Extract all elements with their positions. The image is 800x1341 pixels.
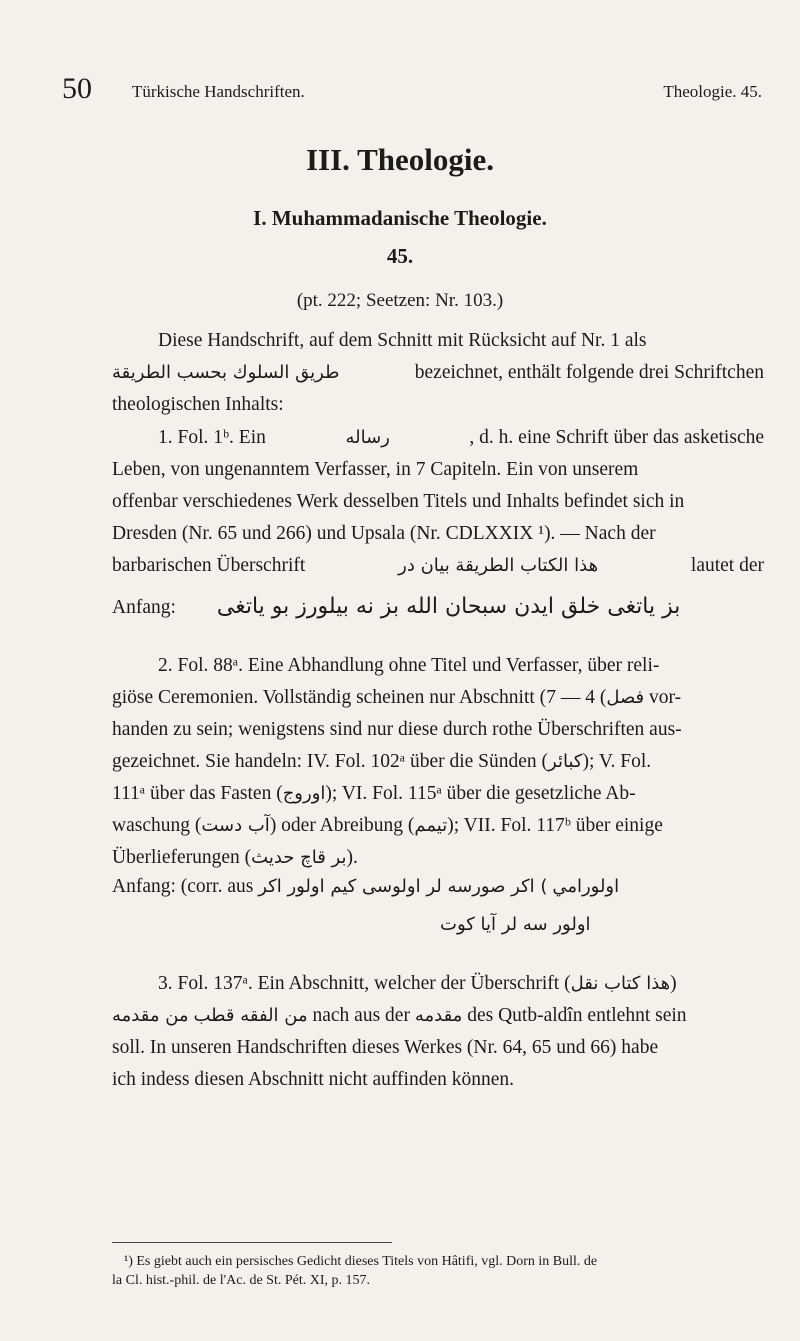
text-line: Diese Handschrift, auf dem Schnitt mit Rücksicht auf Nr. 1 als [158,330,647,351]
text-line: Dresden (Nr. 65 und 266) und Upsala (Nr. CDLXXIX ¹). — Nach der [112,523,656,544]
text-line: barbarischen Überschrift هذا الكتاب الطريقة بيان در lautet der [112,555,764,576]
text-line: ich indess diesen Abschnitt nicht auffinden können. [112,1069,515,1090]
arabic-incipit: بز ياتغى خلق ايدن سبحان الله بز نه بيلورز بو ياتغى [216,594,681,619]
text-line: handen zu sein; wenigstens sind nur diese durch rothe Überschriften aus- [112,719,682,740]
text-line: waschung (آب دست) oder Abreibung (تيمم); VII. Fol. 117ᵇ über einige [112,815,663,836]
text-line: 111ᵃ über das Fasten (اوروج); VI. Fol. 115ᵃ über die gesetzliche Ab- [112,783,636,804]
item-2-incipit-cont: اولور سه لر آيا كوت [440,914,591,935]
text-line: 2. Fol. 88ᵃ. Eine Abhandlung ohne Titel und Verfasser, über reli- [158,655,660,676]
arabic-title: طريق السلوك بحسب الطريقة [112,362,340,383]
text-line: طريق السلوك بحسب الطريقة bezeichnet, enthält folgende drei Schriftchen [112,357,764,389]
part-heading: III. Theologie. [305,142,495,177]
intro-paragraph [112,325,764,421]
text-line: Überlieferungen (بر قاچ حديث). [112,847,358,868]
item-1-incipit: Anfang: بز ياتغى خلق ايدن سبحان الله بز نه بيلورز بو ياتغى [112,594,681,619]
entry-number: 45. [386,244,414,268]
footnote-line: ¹) Es giebt auch ein persisches Gedicht dieses Titels von Hâtifi, vgl. Dorn in Bull. de [124,1254,598,1269]
footnote-rule [112,1242,392,1243]
running-head-right: Theologie. 45. [663,82,762,101]
item-2 [112,650,764,874]
entry-source: (pt. 222; Seetzen: Nr. 103.) [296,290,504,311]
section-heading: I. Muhammadanische Theologie. [253,206,547,230]
text-line: giöse Ceremonien. Vollständig scheinen nur Abschnitt ( فصل) 4 — 7 vor- [112,687,682,708]
running-head-left: Türkische Handschriften. [132,82,305,101]
item-2-incipit: Anfang: (corr. aus اولورامي ) اكر صورسه لر اولوسی کیم اولور اکر [112,876,620,897]
page-number: 50 [62,72,92,105]
text-line: 3. Fol. 137ᵃ. Ein Abschnitt, welcher der Überschrift (هذا كتاب نقل) [158,973,677,994]
text-line: soll. In unseren Handschriften dieses Werkes (Nr. 64, 65 und 66) habe [112,1037,659,1058]
item-1 [112,422,764,582]
text-line: من الفقه قطب من مقدمه nach aus der مقدمه des Qutb-aldîn entlehnt sein [112,1005,687,1026]
text-line: gezeichnet. Sie handeln: IV. Fol. 102ᵃ über die Sünden (كبائر); V. Fol. [112,751,652,772]
footnote-line: la Cl. hist.-phil. de l'Ac. de St. Pét. XI, p. 157. [112,1273,371,1288]
text-line: Leben, von ungenanntem Verfasser, in 7 Capiteln. Ein von unserem [112,459,639,480]
text-line: theologischen Inhalts: [112,394,284,415]
footnote [112,1252,764,1290]
item-3 [112,968,764,1096]
running-head [62,74,762,110]
text-line: offenbar verschiedenes Werk desselben Titels und Inhalts befindet sich in [112,491,685,512]
text-line: 1. Fol. 1ᵇ. Ein رساله , d. h. eine Schrift über das asketische [158,427,764,448]
